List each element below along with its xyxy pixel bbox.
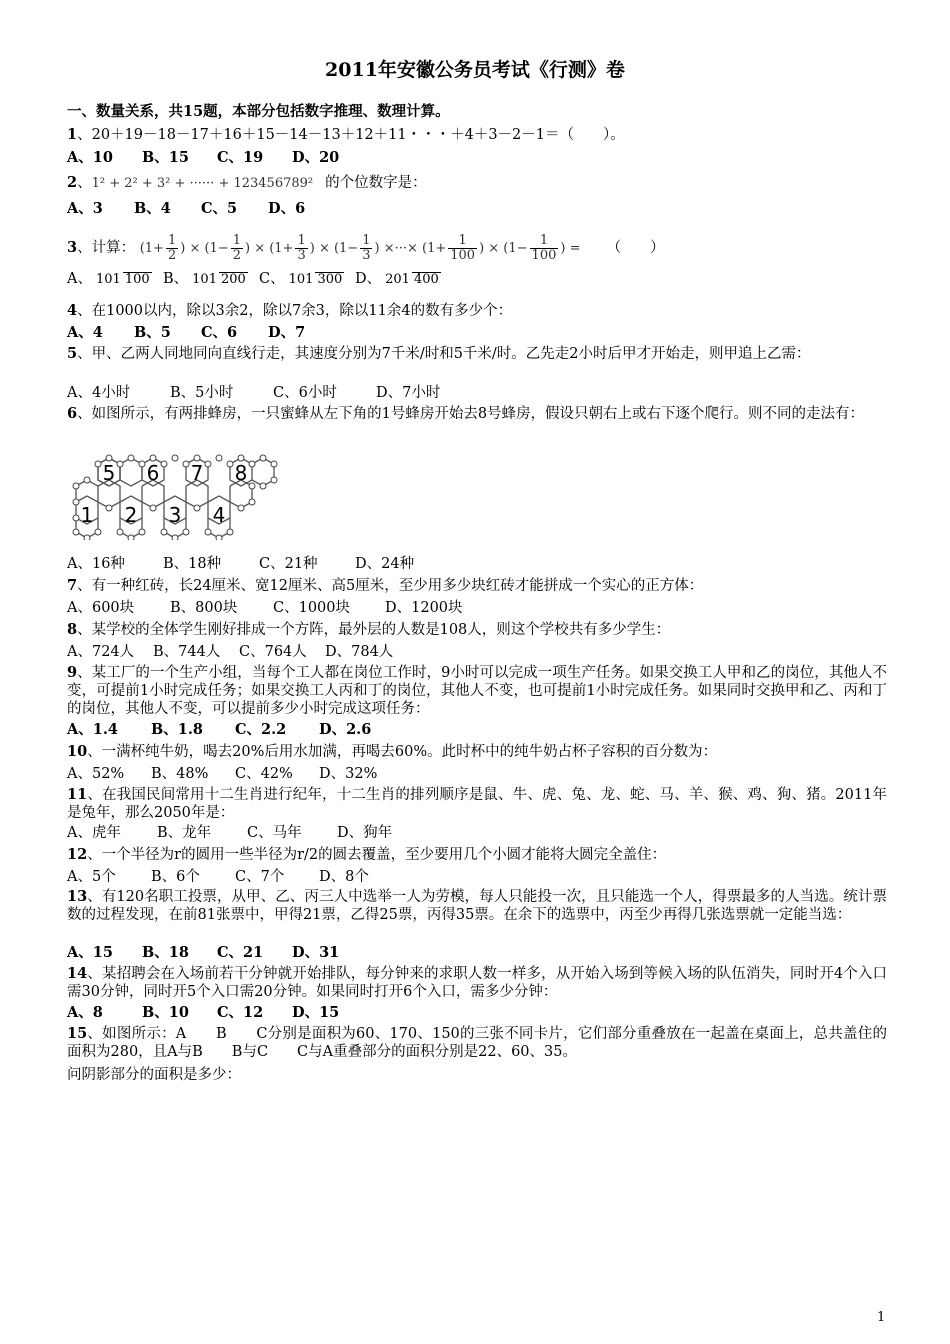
question-11-options bbox=[67, 824, 392, 842]
option: B、5小时 bbox=[170, 385, 234, 401]
option: C、6 bbox=[201, 324, 238, 341]
option: C、2.2 bbox=[235, 721, 287, 738]
cell-8: 8 bbox=[234, 461, 248, 485]
question-6-options bbox=[67, 555, 414, 573]
cell-7: 7 bbox=[190, 461, 204, 485]
cell-6: 6 bbox=[146, 461, 160, 485]
option: B、 101 200 bbox=[163, 271, 246, 287]
question-12-options bbox=[67, 868, 369, 886]
option: D、 201 400 bbox=[355, 271, 439, 287]
option: A、5个 bbox=[67, 869, 116, 885]
option: A、4小时 bbox=[67, 385, 131, 401]
option: D、784人 bbox=[325, 644, 394, 660]
question-4-options bbox=[67, 324, 305, 342]
option: B、6个 bbox=[151, 869, 200, 885]
option: C、19 bbox=[217, 149, 264, 166]
cell-3: 3 bbox=[168, 503, 182, 527]
page-title: 2011年安徽公务员考试《行测》卷 bbox=[325, 59, 625, 81]
question-8: 8、某学校的全体学生刚好排成一个方阵，最外层的人数是108人，则这个学校共有多少学生： bbox=[67, 621, 671, 638]
option: B、15 bbox=[142, 149, 189, 166]
question-7-options bbox=[67, 599, 463, 617]
option: A、1.4 bbox=[67, 721, 118, 738]
sum-of-squares-formula: 1² + 2² + 3² + ······ + 123456789² bbox=[91, 176, 314, 191]
option: A、 101 100 bbox=[67, 271, 150, 287]
question-3: 3、计算： (1+ $\frac{1}{2}$ ) × (1− $\frac{1}{2}$ ) × (1+ $\frac{1}{3}$ ) × (1− $\frac{1}{3}$ ) ×···× (1+ $\frac{1}{100}$ ) × (1− $\frac{1}{100}$ ) = （ ） bbox=[67, 233, 665, 263]
cell-2: 2 bbox=[124, 503, 138, 527]
option: A、10 bbox=[67, 149, 113, 166]
option: B、1.8 bbox=[151, 721, 203, 738]
honeycomb-diagram bbox=[68, 450, 278, 540]
option: A、600块 bbox=[67, 600, 135, 616]
option: A、虎年 bbox=[67, 825, 121, 841]
option: C、21种 bbox=[259, 556, 318, 572]
option: A、15 bbox=[67, 944, 113, 961]
question-13-options bbox=[67, 944, 339, 962]
option: B、18种 bbox=[163, 556, 222, 572]
option: D、7 bbox=[268, 324, 306, 341]
option: A、3 bbox=[67, 200, 103, 217]
option: C、马年 bbox=[247, 825, 302, 841]
option: B、10 bbox=[142, 1004, 189, 1021]
option: A、52% bbox=[67, 766, 125, 782]
option: C、1000块 bbox=[273, 600, 350, 616]
option: C、6小时 bbox=[273, 385, 337, 401]
page-number: 1 bbox=[877, 1310, 886, 1325]
option: B、744人 bbox=[153, 644, 221, 660]
option: C、21 bbox=[217, 944, 264, 961]
option: D、15 bbox=[292, 1004, 340, 1021]
option: D、7小时 bbox=[376, 385, 441, 401]
option: A、8 bbox=[67, 1004, 103, 1021]
question-13: 13、有120名职工投票，从甲、乙、丙三人中选举一人为劳模，每人只能投一次，且只能选一个人，得票最多的人当选。统计票数的过程发现，在前81张票中，甲得21票，乙得25票，丙得35票。在余下的选票中，丙至少再得几张选票就一定能当选： bbox=[67, 888, 887, 923]
question-3-options bbox=[67, 261, 443, 297]
question-15-line2: 问阴影部分的面积是多少： bbox=[67, 1067, 241, 1083]
question-1: 1、20＋19－18－17＋16＋15－14－13＋12＋11・・・＋4＋3－2－1＝（ ）。 bbox=[67, 126, 625, 143]
cell-4: 4 bbox=[212, 503, 226, 527]
section-heading: 一、数量关系，共15题，本部分包括数字推理、数理计算。 bbox=[67, 103, 450, 120]
cell-1: 1 bbox=[80, 503, 94, 527]
option: A、4 bbox=[67, 324, 103, 341]
option: D、20 bbox=[292, 149, 340, 166]
option: C、7个 bbox=[235, 869, 285, 885]
option: C、12 bbox=[217, 1004, 264, 1021]
option: C、 101 300 bbox=[259, 271, 343, 287]
option: C、764人 bbox=[239, 644, 307, 660]
option: A、16种 bbox=[67, 556, 125, 572]
question-4: 4、在1000以内，除以3余2，除以7余3，除以11余4的数有多少个： bbox=[67, 302, 513, 319]
question-14: 14、某招聘会在入场前若干分钟就开始排队，每分钟来的求职人数一样多，从开始入场到等候入场的队伍消失，同时开4个入口需30分钟，同时开5个入口需20分钟。如果同时打开6个入口，需多少分钟： bbox=[67, 965, 887, 1000]
option: D、24种 bbox=[355, 556, 415, 572]
question-1-options bbox=[67, 149, 339, 167]
question-7: 7、有一种红砖，长24厘米、宽12厘米、高5厘米，至少用多少块红砖才能拼成一个实心的正方体： bbox=[67, 577, 704, 594]
option: B、龙年 bbox=[157, 825, 212, 841]
option: D、2.6 bbox=[319, 721, 372, 738]
option: D、31 bbox=[292, 944, 340, 961]
question-12: 12、一个半径为r的圆用一些半径为r/2的圆去覆盖，至少要用几个小圆才能将大圆完全盖住： bbox=[67, 846, 667, 863]
question-2-options bbox=[67, 200, 305, 218]
question-9-options bbox=[67, 721, 371, 739]
option: B、4 bbox=[134, 200, 171, 217]
option: D、32% bbox=[319, 766, 378, 782]
option: D、1200块 bbox=[385, 600, 463, 616]
option: B、5 bbox=[134, 324, 171, 341]
question-6: 6、如图所示，有两排蜂房，一只蜜蜂从左下角的1号蜂房开始去8号蜂房，假设只朝右上或右下逐个爬行。则不同的走法有： bbox=[67, 405, 865, 422]
option: D、狗年 bbox=[337, 825, 393, 841]
question-10: 10、一满杯纯牛奶，喝去20%后用水加满，再喝去60%。此时杯中的纯牛奶占杯子容积的百分数为： bbox=[67, 743, 718, 760]
product-formula: (1+ $\frac{1}{2}$ ) × (1− $\frac{1}{2}$ ) × (1+ $\frac{1}{3}$ ) × (1− $\frac{1}{3}$ ) ×···× (1+ $\frac{1}{100}$ ) × (1− $\frac{1}{100}$ ) = bbox=[139, 233, 585, 263]
question-11: 11、在我国民间常用十二生肖进行纪年，十二生肖的排列顺序是鼠、牛、虎、兔、龙、蛇、马、羊、猴、鸡、狗、猪。2011年是兔年，那么2050年是： bbox=[67, 786, 887, 821]
option: B、48% bbox=[151, 766, 209, 782]
option: B、800块 bbox=[170, 600, 238, 616]
option: C、42% bbox=[235, 766, 293, 782]
question-8-options bbox=[67, 643, 393, 661]
option: A、724人 bbox=[67, 644, 135, 660]
question-14-options bbox=[67, 1004, 339, 1022]
question-5-options bbox=[67, 384, 440, 402]
question-2: 2、1² + 2² + 3² + ······ + 123456789² 的个位数字是： bbox=[67, 174, 427, 191]
option: D、6 bbox=[268, 200, 306, 217]
question-5: 5、甲、乙两人同地同向直线行走，其速度分别为7千米/时和5千米/时。乙先走2小时后甲才开始走，则甲追上乙需： bbox=[67, 345, 811, 362]
question-15: 15、如图所示：A B C分别是面积为60、170、150的三张不同卡片，它们部分重叠放在一起盖在桌面上，总共盖住的面积为280，且A与B B与C C与A重叠部分的面积分别是22、60、35。 bbox=[67, 1025, 887, 1060]
option: D、8个 bbox=[319, 869, 369, 885]
question-9: 9、某工厂的一个生产小组，当每个工人都在岗位工作时，9小时可以完成一项生产任务。如果交换工人甲和乙的岗位，其他人不变，可提前1小时完成任务；如果交换工人丙和丁的岗位，其他人不变，也可提前1小时完成任务。如果同时交换甲和乙、丙和丁的岗位，其他人不变，可以提前多少小时完成这项任务： bbox=[67, 664, 887, 717]
question-10-options bbox=[67, 765, 377, 783]
option: C、5 bbox=[201, 200, 238, 217]
cell-5: 5 bbox=[102, 461, 116, 485]
option: B、18 bbox=[142, 944, 189, 961]
